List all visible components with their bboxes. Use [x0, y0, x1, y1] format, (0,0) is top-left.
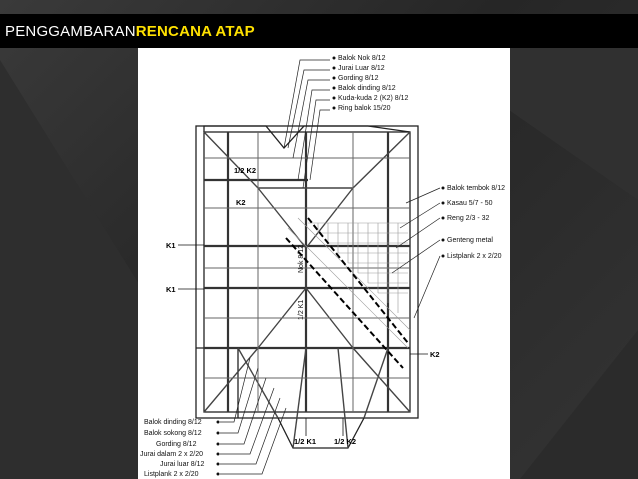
title-bar [0, 14, 638, 48]
bottom-left-label-list [140, 419, 220, 478]
truss-k1-lower: K1 [166, 285, 176, 294]
top-label-list [333, 55, 409, 112]
label-balok-nok: Balok Nok 8/12 [338, 55, 386, 62]
roof-plan-sheet [138, 48, 510, 479]
label-jurai-dalam: Jurai dalam 2 x 2/20 [140, 451, 204, 458]
label-genteng-metal: Genteng metal [447, 237, 493, 244]
roof-plan-drawing [138, 48, 510, 479]
label-balok-dinding-bottom: Balok dinding 8/12 [144, 419, 202, 426]
label-gording-bottom: Gording 8/12 [156, 441, 197, 448]
label-balok-sokong: Balok sokong 8/12 [144, 430, 202, 437]
label-listplank-bottom: Listplank 2 x 2/20 [144, 471, 199, 478]
nok-vertical-label: Nok 8/12 [298, 244, 305, 273]
label-balok-dinding: Balok dinding 8/12 [338, 85, 396, 92]
label-kasau: Kasau 5/7 - 50 [447, 200, 493, 207]
truss-k2-right: K2 [430, 350, 440, 359]
title-part-1: PENGGAMBARAN [5, 22, 136, 40]
label-jurai-luar-bottom: Jurai luar 8/12 [160, 461, 205, 468]
label-gording: Gording 8/12 [338, 75, 379, 82]
label-reng: Reng 2/3 - 32 [447, 215, 490, 222]
truss-half-k2-top: 1/2 K2 [234, 166, 257, 175]
truss-k2: K2 [236, 198, 246, 207]
label-kuda-kuda-k2: Kuda-kuda 2 (K2) 8/12 [338, 95, 409, 102]
right-label-list [442, 185, 506, 260]
truss-half-k1-bottom: 1/2 K1 [294, 437, 317, 446]
half-k1-vertical-label: 1/2 K1 [298, 299, 305, 320]
truss-k1-upper: K1 [166, 241, 176, 250]
title-part-2: RENCANA ATAP [135, 22, 255, 40]
label-listplank-right: Listplank 2 x 2/20 [447, 253, 502, 260]
label-ring-balok: Ring balok 15/20 [338, 105, 391, 112]
label-balok-tembok: Balok tembok 8/12 [447, 185, 505, 192]
label-jurai-luar: Jurai Luar 8/12 [338, 65, 385, 72]
truss-half-k2-bottom: 1/2 K2 [334, 437, 357, 446]
